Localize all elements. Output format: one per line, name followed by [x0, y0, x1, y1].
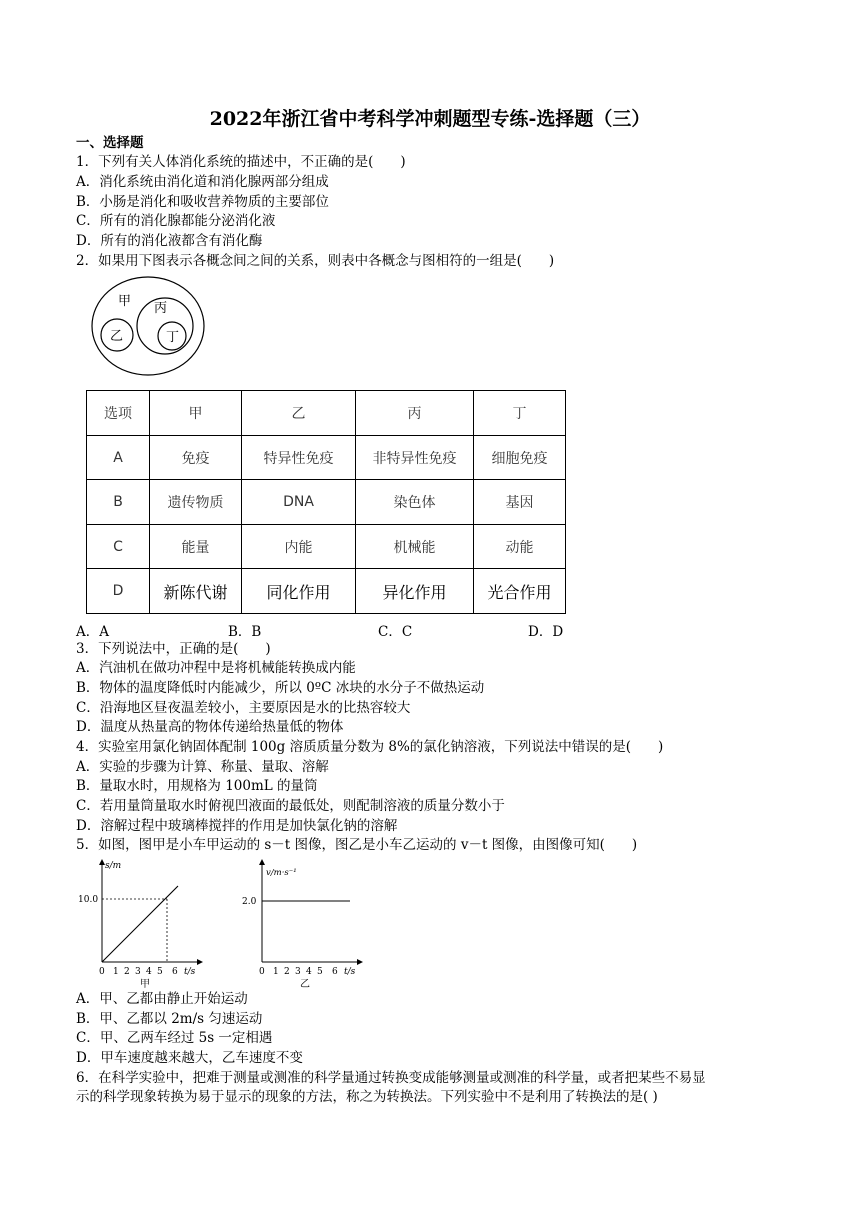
- table-cell: 光合作用: [474, 569, 566, 614]
- question-5-option-b: B．甲、乙都以 2m/s 匀速运动: [76, 1011, 263, 1027]
- table-cell: C: [87, 525, 150, 569]
- section-heading: 一、选择题: [76, 135, 144, 151]
- question-2-stem: 2．如果用下图表示各概念间之间的关系，则表中各概念与图相符的一组是( ): [76, 253, 555, 269]
- question-4-option-c: C．若用量筒量取水时俯视凹液面的最低处，则配制溶液的质量分数小于: [76, 798, 505, 814]
- graph-s-t-ylabel: s/m: [105, 861, 122, 871]
- question-2-answer-b: B．B: [228, 624, 262, 640]
- table-cell: DNA: [242, 480, 356, 525]
- question-3-option-a: A．汽油机在做功冲程中是将机械能转换成内能: [76, 660, 356, 676]
- x-tick-label: 5: [157, 967, 163, 977]
- question-3-option-c: C．沿海地区昼夜温差较小，主要原因是水的比热容较大: [76, 700, 411, 716]
- question-5-option-a: A．甲、乙都由静止开始运动: [76, 991, 248, 1007]
- graph-v-t-caption: 乙: [300, 979, 310, 990]
- table-row: [87, 525, 566, 569]
- question-1-option-a: A．消化系统由消化道和消化腺两部分组成: [76, 174, 329, 190]
- question-3-option-d: D．温度从热量高的物体传递给热量低的物体: [76, 719, 344, 735]
- table-cell: 非特异性免疫: [356, 436, 474, 480]
- question-4-option-b: B．量取水时，用规格为 100mL 的量筒: [76, 778, 318, 794]
- question-4-option-a: A．实验的步骤为计算、称量、量取、溶解: [76, 759, 329, 775]
- table-cell: 异化作用: [356, 569, 474, 614]
- question-5-stem: 5．如图，图甲是小车甲运动的 s－t 图像，图乙是小车乙运动的 v－t 图像，由图像可知( ): [76, 837, 638, 853]
- graph-s-t-ytick: 10.0: [78, 895, 99, 905]
- x-tick-label: 3: [135, 967, 141, 977]
- venn-outer-circle: [92, 277, 204, 375]
- graph-v-t-ylabel: v/m·s⁻¹: [266, 868, 297, 878]
- question-2-answer-d: D．D: [528, 624, 564, 640]
- graph-s-t: [78, 856, 208, 990]
- table-cell: 遗传物质: [150, 480, 242, 525]
- question-2-answer-a: A．A: [76, 624, 109, 640]
- options-table: [86, 390, 566, 614]
- graph-v-t-ytick: 2.0: [242, 897, 257, 907]
- table-cell: 细胞免疫: [474, 436, 566, 480]
- question-5-option-d: D．甲车速度越来越大，乙车速度不变: [76, 1050, 303, 1066]
- table-cell: 机械能: [356, 525, 474, 569]
- x-tick-label: 6: [332, 967, 338, 977]
- table-cell: 同化作用: [242, 569, 356, 614]
- table-header-cell: 丙: [356, 391, 474, 436]
- question-5-option-c: C．甲、乙两车经过 5s 一定相遇: [76, 1030, 273, 1046]
- graph-s-t-caption: 甲: [140, 979, 150, 990]
- x-tick-label: 1: [113, 967, 119, 977]
- table-header-cell: 甲: [150, 391, 242, 436]
- question-4-option-d: D．溶解过程中玻璃棒搅拌的作用是加快氯化钠的溶解: [76, 818, 398, 834]
- venn-label-right: 丙: [154, 301, 168, 316]
- page-title: 2022年浙江省中考科学冲刺题型专练-选择题（三）: [209, 108, 651, 130]
- question-2-answer-c: C．C: [378, 624, 413, 640]
- question-1-option-d: D．所有的消化液都含有消化酶: [76, 233, 263, 249]
- question-1-option-b: B．小肠是消化和吸收营养物质的主要部位: [76, 194, 329, 210]
- question-3-option-b: B．物体的温度降低时内能减少，所以 0ºC 冰块的水分子不做热运动: [76, 680, 485, 696]
- table-header-cell: 丁: [474, 391, 566, 436]
- graph-v-t: [238, 856, 368, 990]
- x-tick-label: 5: [317, 967, 323, 977]
- x-tick-label: 0: [99, 967, 105, 977]
- table-cell: 新陈代谢: [150, 569, 242, 614]
- table-header-row: [87, 391, 566, 436]
- x-tick-label: 4: [306, 967, 312, 977]
- graph-s-t-xticks: [99, 967, 196, 977]
- question-6-line-1: 6．在科学实验中，把难于测量或测准的科学量通过转换变成能够测量或测准的科学量，或者把某些不易显: [76, 1070, 706, 1086]
- venn-diagram: [88, 274, 208, 378]
- table-row: [87, 480, 566, 525]
- table-header-cell: 乙: [242, 391, 356, 436]
- table-cell: 染色体: [356, 480, 474, 525]
- graph-v-t-xticks: [259, 967, 356, 977]
- question-4-stem: 4．实验室用氯化钠固体配制 100g 溶质质量分数为 8%的氯化钠溶液，下列说法中错误的是( ): [76, 739, 664, 755]
- question-6-line-2: 示的科学现象转换为易于显示的现象的方法，称之为转换法。下列实验中不是利用了转换法的是( ): [76, 1089, 658, 1105]
- question-1-option-c: C．所有的消化腺都能分泌消化液: [76, 213, 276, 229]
- table-cell: 特异性免疫: [242, 436, 356, 480]
- x-tick-label: 6: [172, 967, 178, 977]
- table-cell: D: [87, 569, 150, 614]
- table-row: [87, 569, 566, 614]
- x-tick-label: 3: [295, 967, 301, 977]
- table-cell: 免疫: [150, 436, 242, 480]
- venn-label-outer: 甲: [118, 294, 132, 309]
- x-tick-label: 1: [273, 967, 279, 977]
- graph-v-t-xlabel: t/s: [344, 967, 356, 977]
- x-tick-label: 2: [284, 967, 290, 977]
- question-1-stem: 1．下列有关人体消化系统的描述中，不正确的是( ): [76, 154, 406, 170]
- table-header-cell: 选项: [87, 391, 150, 436]
- x-tick-label: 0: [259, 967, 265, 977]
- x-tick-label: 4: [146, 967, 152, 977]
- table-cell: 内能: [242, 525, 356, 569]
- graph-s-t-xlabel: t/s: [184, 967, 196, 977]
- venn-label-inner: 丁: [166, 330, 180, 345]
- table-cell: 能量: [150, 525, 242, 569]
- question-3-stem: 3．下列说法中，正确的是( ): [76, 641, 271, 657]
- table-cell: A: [87, 436, 150, 480]
- table-row: [87, 436, 566, 480]
- table-cell: 基因: [474, 480, 566, 525]
- table-cell: B: [87, 480, 150, 525]
- x-tick-label: 2: [124, 967, 130, 977]
- venn-label-left: 乙: [110, 329, 124, 344]
- table-cell: 动能: [474, 525, 566, 569]
